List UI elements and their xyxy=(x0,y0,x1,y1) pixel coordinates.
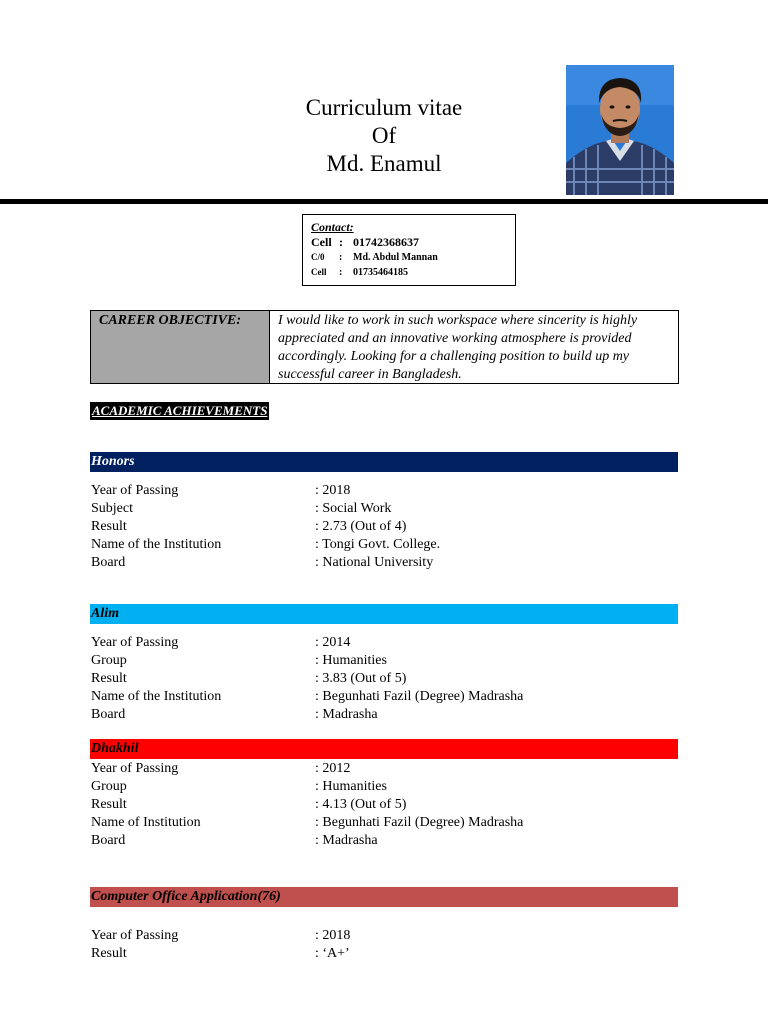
detail-row xyxy=(91,706,523,724)
detail-value: : Begunhati Fazil (Degree) Madrasha xyxy=(315,815,524,830)
detail-row xyxy=(91,796,523,814)
detail-value: : Madrasha xyxy=(315,707,378,722)
cv-title xyxy=(284,94,484,178)
detail-value: : 2018 xyxy=(315,928,351,943)
detail-label: Board xyxy=(91,555,126,570)
detail-value: : 4.13 (Out of 5) xyxy=(315,797,407,812)
detail-row xyxy=(91,536,440,554)
detail-label: Group xyxy=(91,779,127,794)
detail-label: Name of the Institution xyxy=(91,537,222,552)
detail-value: : Madrasha xyxy=(315,833,378,848)
detail-row xyxy=(91,554,440,572)
detail-label: Group xyxy=(91,653,127,668)
detail-row xyxy=(91,945,350,963)
contact-row xyxy=(311,250,507,265)
detail-label: Result xyxy=(91,946,127,961)
detail-value: : 2012 xyxy=(315,761,351,776)
section-band-alim xyxy=(90,604,678,624)
contact-row xyxy=(311,265,507,280)
section-rows-honors xyxy=(91,482,440,572)
detail-row xyxy=(91,670,523,688)
detail-value: : Social Work xyxy=(315,501,392,516)
section-title: Honors xyxy=(91,454,135,469)
detail-row xyxy=(91,634,523,652)
header-divider xyxy=(0,199,768,204)
section-title: Alim xyxy=(91,606,120,621)
detail-label: Year of Passing xyxy=(91,483,179,498)
detail-row xyxy=(91,482,440,500)
career-objective-box xyxy=(90,310,679,384)
detail-label: Board xyxy=(91,707,126,722)
detail-value: : 2.73 (Out of 4) xyxy=(315,519,407,534)
contact-box xyxy=(302,214,516,286)
detail-row xyxy=(91,832,523,850)
detail-value: : ‘A+’ xyxy=(315,946,350,961)
career-objective-text: I would like to work in such workspace where sincerity is highly appreciated and an innovative working atmosphere is provided accordingly. Looking for a challenging position to build up my successful career in Bangladesh. xyxy=(278,313,638,382)
section-title: Computer Office Application(76) xyxy=(91,889,281,904)
contact-key: Cell xyxy=(311,267,327,277)
contact-key: C/0 xyxy=(311,252,325,262)
detail-label: Name of Institution xyxy=(91,815,201,830)
contact-value: 01735464185 xyxy=(353,267,408,278)
detail-value: : Tongi Govt. College. xyxy=(315,537,441,552)
detail-value: : National University xyxy=(315,555,434,570)
contact-row xyxy=(311,235,507,250)
title-line-3: Md. Enamul xyxy=(326,151,442,176)
detail-label: Subject xyxy=(91,501,133,516)
detail-row xyxy=(91,500,440,518)
career-objective-label: CAREER OBJECTIVE: xyxy=(91,311,270,383)
detail-value: : 3.83 (Out of 5) xyxy=(315,671,407,686)
contact-sep: : xyxy=(339,267,343,278)
academic-heading: ACADEMIC ACHIEVEMENTS xyxy=(92,403,268,418)
title-line-2: Of xyxy=(371,123,397,148)
detail-label: Year of Passing xyxy=(91,635,179,650)
detail-row xyxy=(91,518,440,536)
contact-sep: : xyxy=(339,252,343,263)
title-line-1: Curriculum vitae xyxy=(305,95,463,120)
contact-value: Md. Abdul Mannan xyxy=(353,252,438,263)
section-rows-dhakhil xyxy=(91,760,523,850)
detail-value: : Begunhati Fazil (Degree) Madrasha xyxy=(315,689,524,704)
section-title: Dhakhil xyxy=(91,741,139,756)
detail-value: : Humanities xyxy=(315,653,387,668)
section-band-dhakhil xyxy=(90,739,678,759)
contact-heading: Contact: xyxy=(311,220,354,234)
detail-label: Name of the Institution xyxy=(91,689,222,704)
detail-label: Year of Passing xyxy=(91,928,179,943)
contact-sep: : xyxy=(339,235,343,249)
detail-value: : 2018 xyxy=(315,483,351,498)
detail-row xyxy=(91,778,523,796)
detail-label: Result xyxy=(91,671,127,686)
detail-value: : 2014 xyxy=(315,635,351,650)
detail-row xyxy=(91,760,523,778)
section-rows-computer xyxy=(91,927,350,963)
profile-photo xyxy=(566,65,674,195)
contact-value: 01742368637 xyxy=(353,235,419,249)
detail-label: Result xyxy=(91,519,127,534)
detail-label: Year of Passing xyxy=(91,761,179,776)
detail-row xyxy=(91,688,523,706)
detail-row xyxy=(91,927,350,945)
detail-label: Result xyxy=(91,797,127,812)
section-band-honors xyxy=(90,452,678,472)
detail-label: Board xyxy=(91,833,126,848)
contact-key: Cell xyxy=(311,235,332,249)
detail-row xyxy=(91,814,523,832)
section-band-computer xyxy=(90,887,678,907)
detail-row xyxy=(91,652,523,670)
section-rows-alim xyxy=(91,634,523,724)
detail-value: : Humanities xyxy=(315,779,387,794)
